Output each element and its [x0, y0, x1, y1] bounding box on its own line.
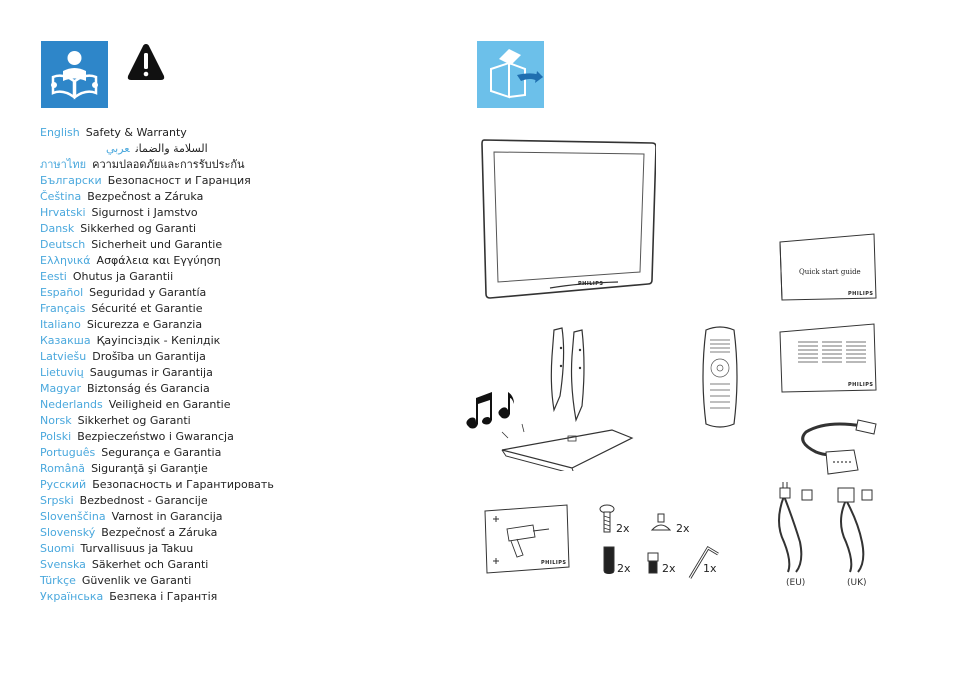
warning-icon — [126, 42, 166, 82]
quick-start-label: Quick start guide — [799, 268, 861, 276]
language-name: Ελληνικά — [40, 254, 91, 267]
language-row — [40, 157, 340, 173]
screw-foot-icon — [650, 512, 672, 534]
music-notes-icon — [466, 392, 514, 429]
language-row — [40, 221, 340, 237]
language-title: Sicurezza e Garanzia — [86, 318, 203, 331]
language-row — [40, 557, 340, 573]
language-name: Español — [40, 286, 84, 299]
manual-booklet — [778, 322, 878, 394]
language-title: Saugumas ir Garantija — [89, 366, 213, 379]
language-name: عربي — [106, 142, 130, 155]
language-name: Latviešu — [40, 350, 87, 363]
language-title: Segurança e Garantia — [101, 446, 222, 459]
language-title: Safety & Warranty — [85, 126, 187, 139]
language-row — [40, 509, 340, 525]
language-title: Drošība un Garantija — [92, 350, 206, 363]
language-title: Seguridad y Garantía — [89, 286, 207, 299]
language-title: Güvenlik ve Garanti — [81, 574, 192, 587]
language-name: Română — [40, 462, 86, 475]
language-title: Безпека і Гарантія — [109, 590, 218, 603]
language-title: Bezpečnosť a Záruka — [101, 526, 218, 539]
language-name: English — [40, 126, 80, 139]
language-row — [40, 429, 340, 445]
nut-icon — [646, 551, 660, 577]
language-name: ภาษาไทย — [40, 158, 87, 171]
remote-control-illustration — [700, 326, 740, 430]
language-title: Безопасност и Гаранция — [107, 174, 251, 187]
language-name: Deutsch — [40, 238, 86, 251]
language-title: Turvallisuus ja Takuu — [80, 542, 194, 555]
language-title: Sigurnost i Jamstvo — [91, 206, 198, 219]
language-row — [40, 173, 340, 189]
language-name: Hrvatski — [40, 206, 86, 219]
language-name: Italiano — [40, 318, 81, 331]
language-title: Bezpečnost a Záruka — [87, 190, 204, 203]
language-title: Varnost in Garancija — [111, 510, 223, 523]
language-row — [40, 461, 340, 477]
nut-quantity: 2x — [662, 562, 676, 575]
scart-cable-illustration — [796, 412, 880, 476]
uk-power-cord-icon — [832, 482, 882, 576]
language-name: Українська — [40, 590, 104, 603]
language-row — [40, 237, 340, 253]
language-row — [40, 125, 340, 141]
tv-brand-logo: PHILIPS — [578, 281, 604, 287]
language-title: Sicherheit und Garantie — [91, 238, 223, 251]
language-title: Siguranţă şi Garanţie — [91, 462, 208, 475]
language-title: ความปลอดภัยและการรับประกัน — [92, 158, 245, 171]
language-title: Ohutus ja Garantii — [72, 270, 174, 283]
uk-caption: (UK) — [847, 578, 867, 588]
unpack-box-icon — [477, 41, 544, 108]
language-name: Slovenský — [40, 526, 96, 539]
stand-assembly-illustration — [462, 326, 637, 471]
language-title: Bezbednost - Garancije — [79, 494, 208, 507]
language-row — [40, 253, 340, 269]
language-row — [40, 413, 340, 429]
language-row — [40, 141, 340, 157]
language-row — [40, 573, 340, 589]
language-row — [40, 381, 340, 397]
language-row — [40, 269, 340, 285]
spacer-quantity: 2x — [617, 562, 631, 575]
manual-brand-logo: PHILIPS — [848, 382, 874, 388]
language-row — [40, 333, 340, 349]
language-title: Sikkerhed og Garanti — [80, 222, 197, 235]
language-row — [40, 189, 340, 205]
language-row — [40, 525, 340, 541]
language-row — [40, 301, 340, 317]
language-name: Norsk — [40, 414, 72, 427]
language-name: Suomi — [40, 542, 75, 555]
language-title: Säkerhet och Garanti — [91, 558, 209, 571]
language-name: Srpski — [40, 494, 74, 507]
language-row — [40, 365, 340, 381]
language-list — [40, 125, 340, 605]
language-title: السلامة والضمان — [135, 142, 208, 155]
language-name: Български — [40, 174, 102, 187]
language-row — [40, 285, 340, 301]
language-title: Veiligheid en Garantie — [108, 398, 231, 411]
language-name: Svenska — [40, 558, 86, 571]
language-title: Sécurité et Garantie — [91, 302, 203, 315]
eu-power-cord-icon — [770, 482, 820, 576]
language-row — [40, 493, 340, 509]
language-name: Slovenščina — [40, 510, 106, 523]
tv-illustration — [480, 138, 656, 304]
language-name: Lietuvių — [40, 366, 84, 379]
language-row — [40, 205, 340, 221]
reading-person-icon — [41, 41, 108, 108]
language-title: Bezpieczeństwo i Gwarancja — [77, 430, 234, 443]
booklet-brand-logo: PHILIPS — [848, 291, 874, 297]
screw-long-icon — [598, 504, 616, 534]
language-title: Қауіпсіздік - Кепілдік — [96, 334, 221, 347]
language-name: Русский — [40, 478, 87, 491]
language-name: Magyar — [40, 382, 81, 395]
language-title: Безопасность и Гарантировать — [92, 478, 274, 491]
installation-leaflet — [483, 503, 571, 575]
language-row — [40, 589, 340, 605]
language-name: Français — [40, 302, 86, 315]
language-title: Sikkerhet og Garanti — [77, 414, 191, 427]
spacer-icon — [601, 545, 617, 577]
language-name: Nederlands — [40, 398, 103, 411]
language-row — [40, 317, 340, 333]
language-row — [40, 541, 340, 557]
language-name: Polski — [40, 430, 72, 443]
language-row — [40, 477, 340, 493]
language-name: Dansk — [40, 222, 75, 235]
eu-caption: (EU) — [786, 578, 806, 588]
language-title: Biztonság és Garancia — [87, 382, 210, 395]
screw-foot-quantity: 2x — [676, 522, 690, 535]
language-name: Eesti — [40, 270, 67, 283]
quick-start-guide-booklet — [778, 232, 878, 302]
hex-key-quantity: 1x — [703, 562, 717, 575]
language-name: Português — [40, 446, 96, 459]
screw-long-quantity: 2x — [616, 522, 630, 535]
language-row — [40, 445, 340, 461]
language-name: Čeština — [40, 190, 82, 203]
language-name: Казакша — [40, 334, 91, 347]
language-row — [40, 397, 340, 413]
language-name: Türkçe — [40, 574, 76, 587]
leaflet-brand-logo: PHILIPS — [541, 560, 567, 566]
language-row — [40, 349, 340, 365]
language-title: Ασφάλεια και Εγγύηση — [96, 254, 221, 267]
